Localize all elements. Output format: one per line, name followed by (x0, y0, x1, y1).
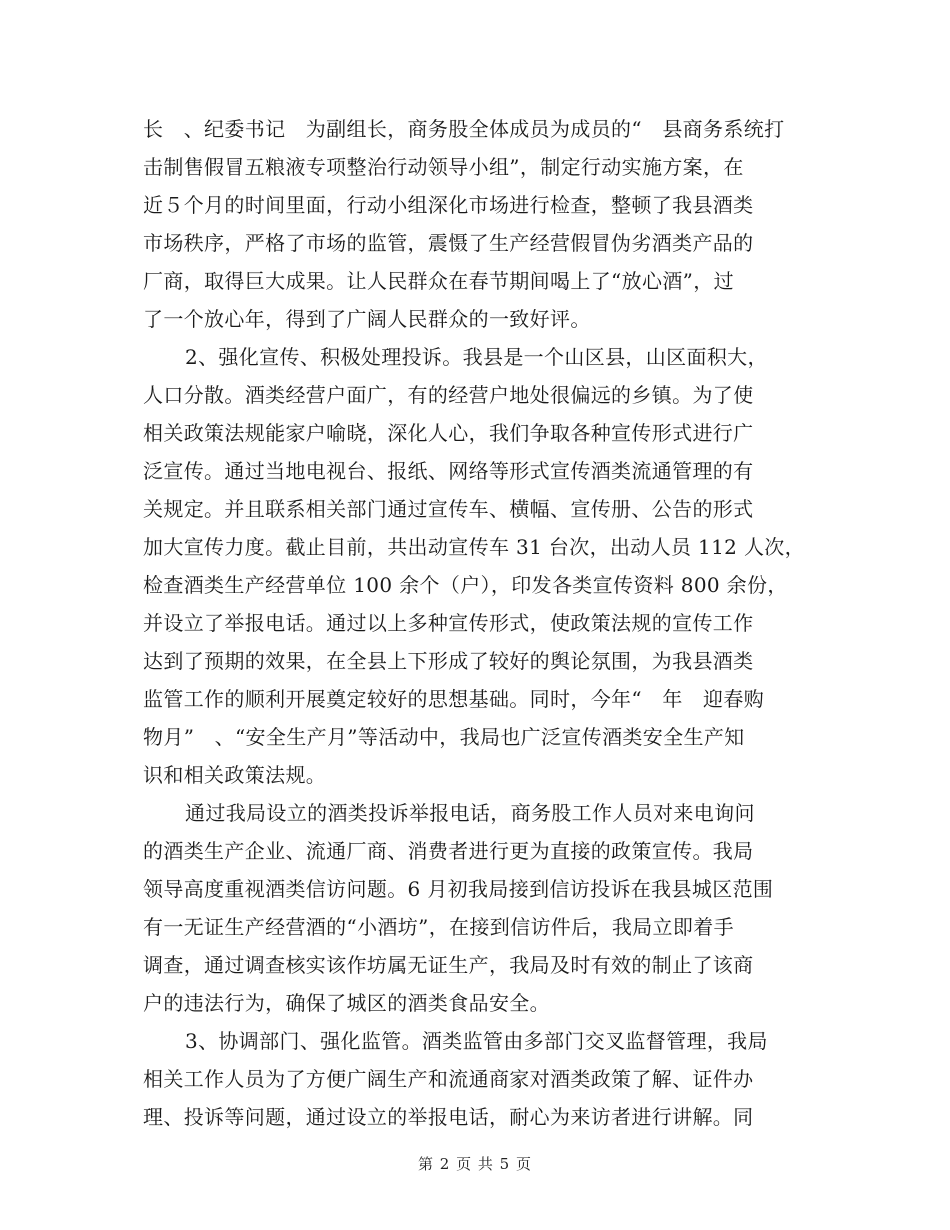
text-line: 通过我局设立的酒类投诉举报电话，商务股工作人员对来电询问 (185, 801, 755, 825)
text-line: 长 、纪委书记 为副组长，商务股全体成员为成员的“ 县商务系统打 (143, 117, 785, 141)
text-line: 监管工作的顺利开展奠定较好的思想基础。同时，今年“ 年 迎春购 (143, 687, 765, 711)
text-line: 相关政策法规能家户喻晓，深化人心，我们争取各种宣传形式进行广 (143, 421, 754, 445)
text-line: 2、强化宣传、积极处理投诉。我县是一个山区县，山区面积大， (185, 345, 768, 369)
text-line: 近５个月的时间里面，行动小组深化市场进行检查，整顿了我县酒类 (143, 193, 754, 217)
document-body (143, 110, 808, 1136)
text-line: 调查，通过调查核实该作坊属无证生产，我局及时有效的制止了该商 (143, 953, 754, 977)
text-line: 物月” 、“安全生产月”等活动中，我局也广泛宣传酒类安全生产知 (143, 725, 745, 749)
text-line: 加大宣传力度。截止目前，共出动宣传车 31 台次，出动人员 112 人次， (143, 535, 806, 559)
text-line: 达到了预期的效果，在全县上下形成了较好的舆论氛围，为我县酒类 (143, 649, 754, 673)
text-line: 并设立了举报电话。通过以上多种宣传形式，使政策法规的宣传工作 (143, 611, 754, 635)
text-line: 泛宣传。通过当地电视台、报纸、网络等形式宣传酒类流通管理的有 (143, 459, 754, 483)
text-line: 相关工作人员为了方便广阔生产和流通商家对酒类政策了解、证件办 (143, 1067, 754, 1091)
text-line: 有一无证生产经营酒的“小酒坊”，在接到信访件后，我局立即着手 (143, 915, 734, 939)
text-line: 厂商，取得巨大成果。让人民群众在春节期间喝上了“放心酒”，过 (143, 269, 734, 293)
text-line: 击制售假冒五粮液专项整治行动领导小组”，制定行动实施方案，在 (143, 155, 744, 179)
page-number-footer: 第 2 页 共 5 页 (418, 1155, 532, 1173)
text-line: 户的违法行为，确保了城区的酒类食品安全。 (143, 991, 550, 1015)
text-line: 关规定。并且联系相关部门通过宣传车、横幅、宣传册、公告的形式 (143, 497, 754, 521)
text-line: 理、投诉等问题，通过设立的举报电话，耐心为来访者进行讲解。同 (143, 1105, 754, 1129)
text-line: 了一个放心年，得到了广阔人民群众的一致好评。 (143, 307, 591, 331)
text-line: 市场秩序，严格了市场的监管，震慑了生产经营假冒伪劣酒类产品的 (143, 231, 754, 255)
text-line: 人口分散。酒类经营户面广，有的经营户地处很偏远的乡镇。为了使 (143, 383, 754, 407)
text-line: 3、协调部门、强化监管。酒类监管由多部门交叉监督管理，我局 (185, 1029, 768, 1053)
text-line: 检查酒类生产经营单位 100 余个（户），印发各类宣传资料 800 余份， (143, 573, 788, 597)
text-line: 领导高度重视酒类信访问题。6 月初我局接到信访投诉在我县城区范围 (143, 877, 774, 901)
text-line: 识和相关政策法规。 (143, 763, 327, 787)
text-line: 的酒类生产企业、流通厂商、消费者进行更为直接的政策宣传。我局 (143, 839, 754, 863)
